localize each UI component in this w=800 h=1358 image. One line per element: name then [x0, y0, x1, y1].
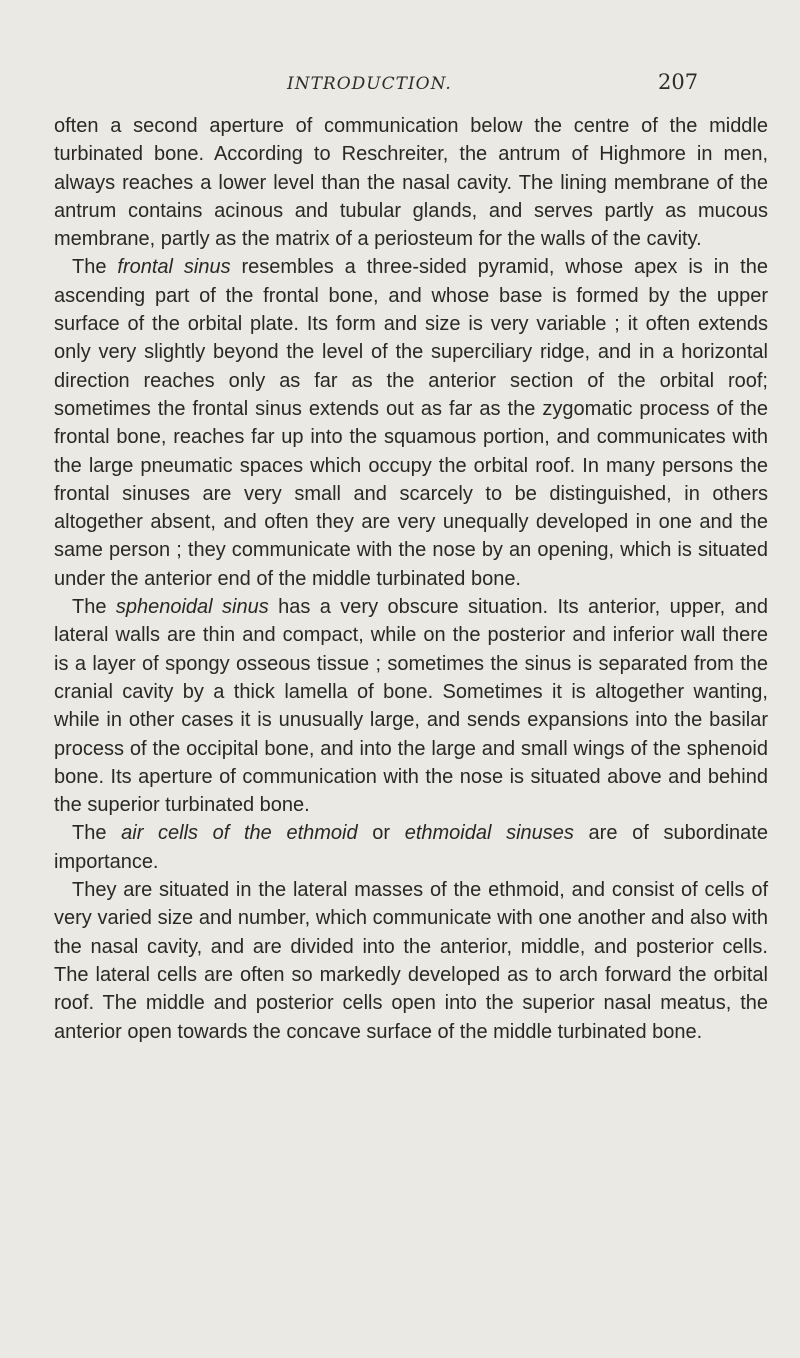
paragraph-ethmoid-cells: [54, 819, 768, 876]
term-air-cells-of-the-ethmoid: air cells of the ethmoid: [121, 822, 358, 845]
paragraph-lead: The: [72, 256, 118, 279]
paragraph-text: resembles a three-sided pyramid, whose apex is in the ascending part of the frontal bone, and whose base is formed by the upper surface of the orbital plate. Its form and size is very variable ; it often extends only very slightly beyond the level of the superciliary ridge, and in a horizontal direction reaches only as far as the anterior section of the orbital roof; sometimes the frontal sinus extends out as far as the zygomatic process of the frontal bone, reaches far up into the squamous portion, and communicates with the large pneumatic spaces which occupy the orbital roof. In many persons the frontal sinuses are very small and scarcely to be distinguished, in others altogether absent, and often they are very unequally developed in one and the same person ; they communicate with the nose by an opening, which is situated under the anterior end of the middle turbinated bone.: [54, 256, 768, 590]
paragraph-frontal-sinus: [54, 253, 768, 593]
page-number: 207: [658, 70, 699, 94]
paragraph-text: often a second aperture of communication below the centre of the middle turbinated bone. According to Reschreiter, the antrum of Highmore in men, always reaches a lower level than the nasal cavity. The lining membrane of the antrum contains acinous and tubular glands, and serves partly as mucous membrane, partly as the matrix of a periosteum for the walls of the cavity.: [54, 115, 768, 251]
body-text: [54, 112, 768, 1046]
running-title: INTRODUCTION.: [287, 74, 452, 94]
paragraph-connector: or: [357, 822, 405, 845]
term-ethmoidal-sinuses: ethmoidal sinuses: [404, 822, 574, 845]
paragraph-antrum: [54, 112, 768, 253]
paragraph-lead: The: [72, 596, 116, 619]
paragraph-ethmoid-description: [54, 876, 768, 1046]
paragraph-text: are of subordinate importance.: [54, 822, 768, 873]
paragraph-lead: The: [72, 822, 122, 845]
term-frontal-sinus: frontal sinus: [117, 256, 231, 279]
paragraph-text: They are situated in the lateral masses of the ethmoid, and consist of cells of very varied size and number, which communicate with one another and also with the nasal cavity, and are divided into the anterior, middle, and posterior cells. The lateral cells are often so markedly developed as to arch forward the orbital roof. The middle and posterior cells open into the superior nasal meatus, the anterior open towards the concave surface of the middle turbinated bone.: [54, 879, 768, 1043]
term-sphenoidal-sinus: sphenoidal sinus: [115, 596, 269, 619]
running-head: [0, 70, 800, 104]
paragraph-sphenoidal-sinus: [54, 593, 768, 819]
paragraph-text: has a very obscure situation. Its anterior, upper, and lateral walls are thin and compact, while on the posterior and inferior wall there is a layer of spongy osseous tissue ; sometimes the sinus is separated from the cranial cavity by a thick lamella of bone. Sometimes it is altogether wanting, while in other cases it is unusually large, and sends expansions into the basilar process of the occipital bone, and into the large and small wings of the sphenoid bone. Its aperture of communication with the nose is situated above and behind the superior turbinated bone.: [54, 596, 769, 817]
